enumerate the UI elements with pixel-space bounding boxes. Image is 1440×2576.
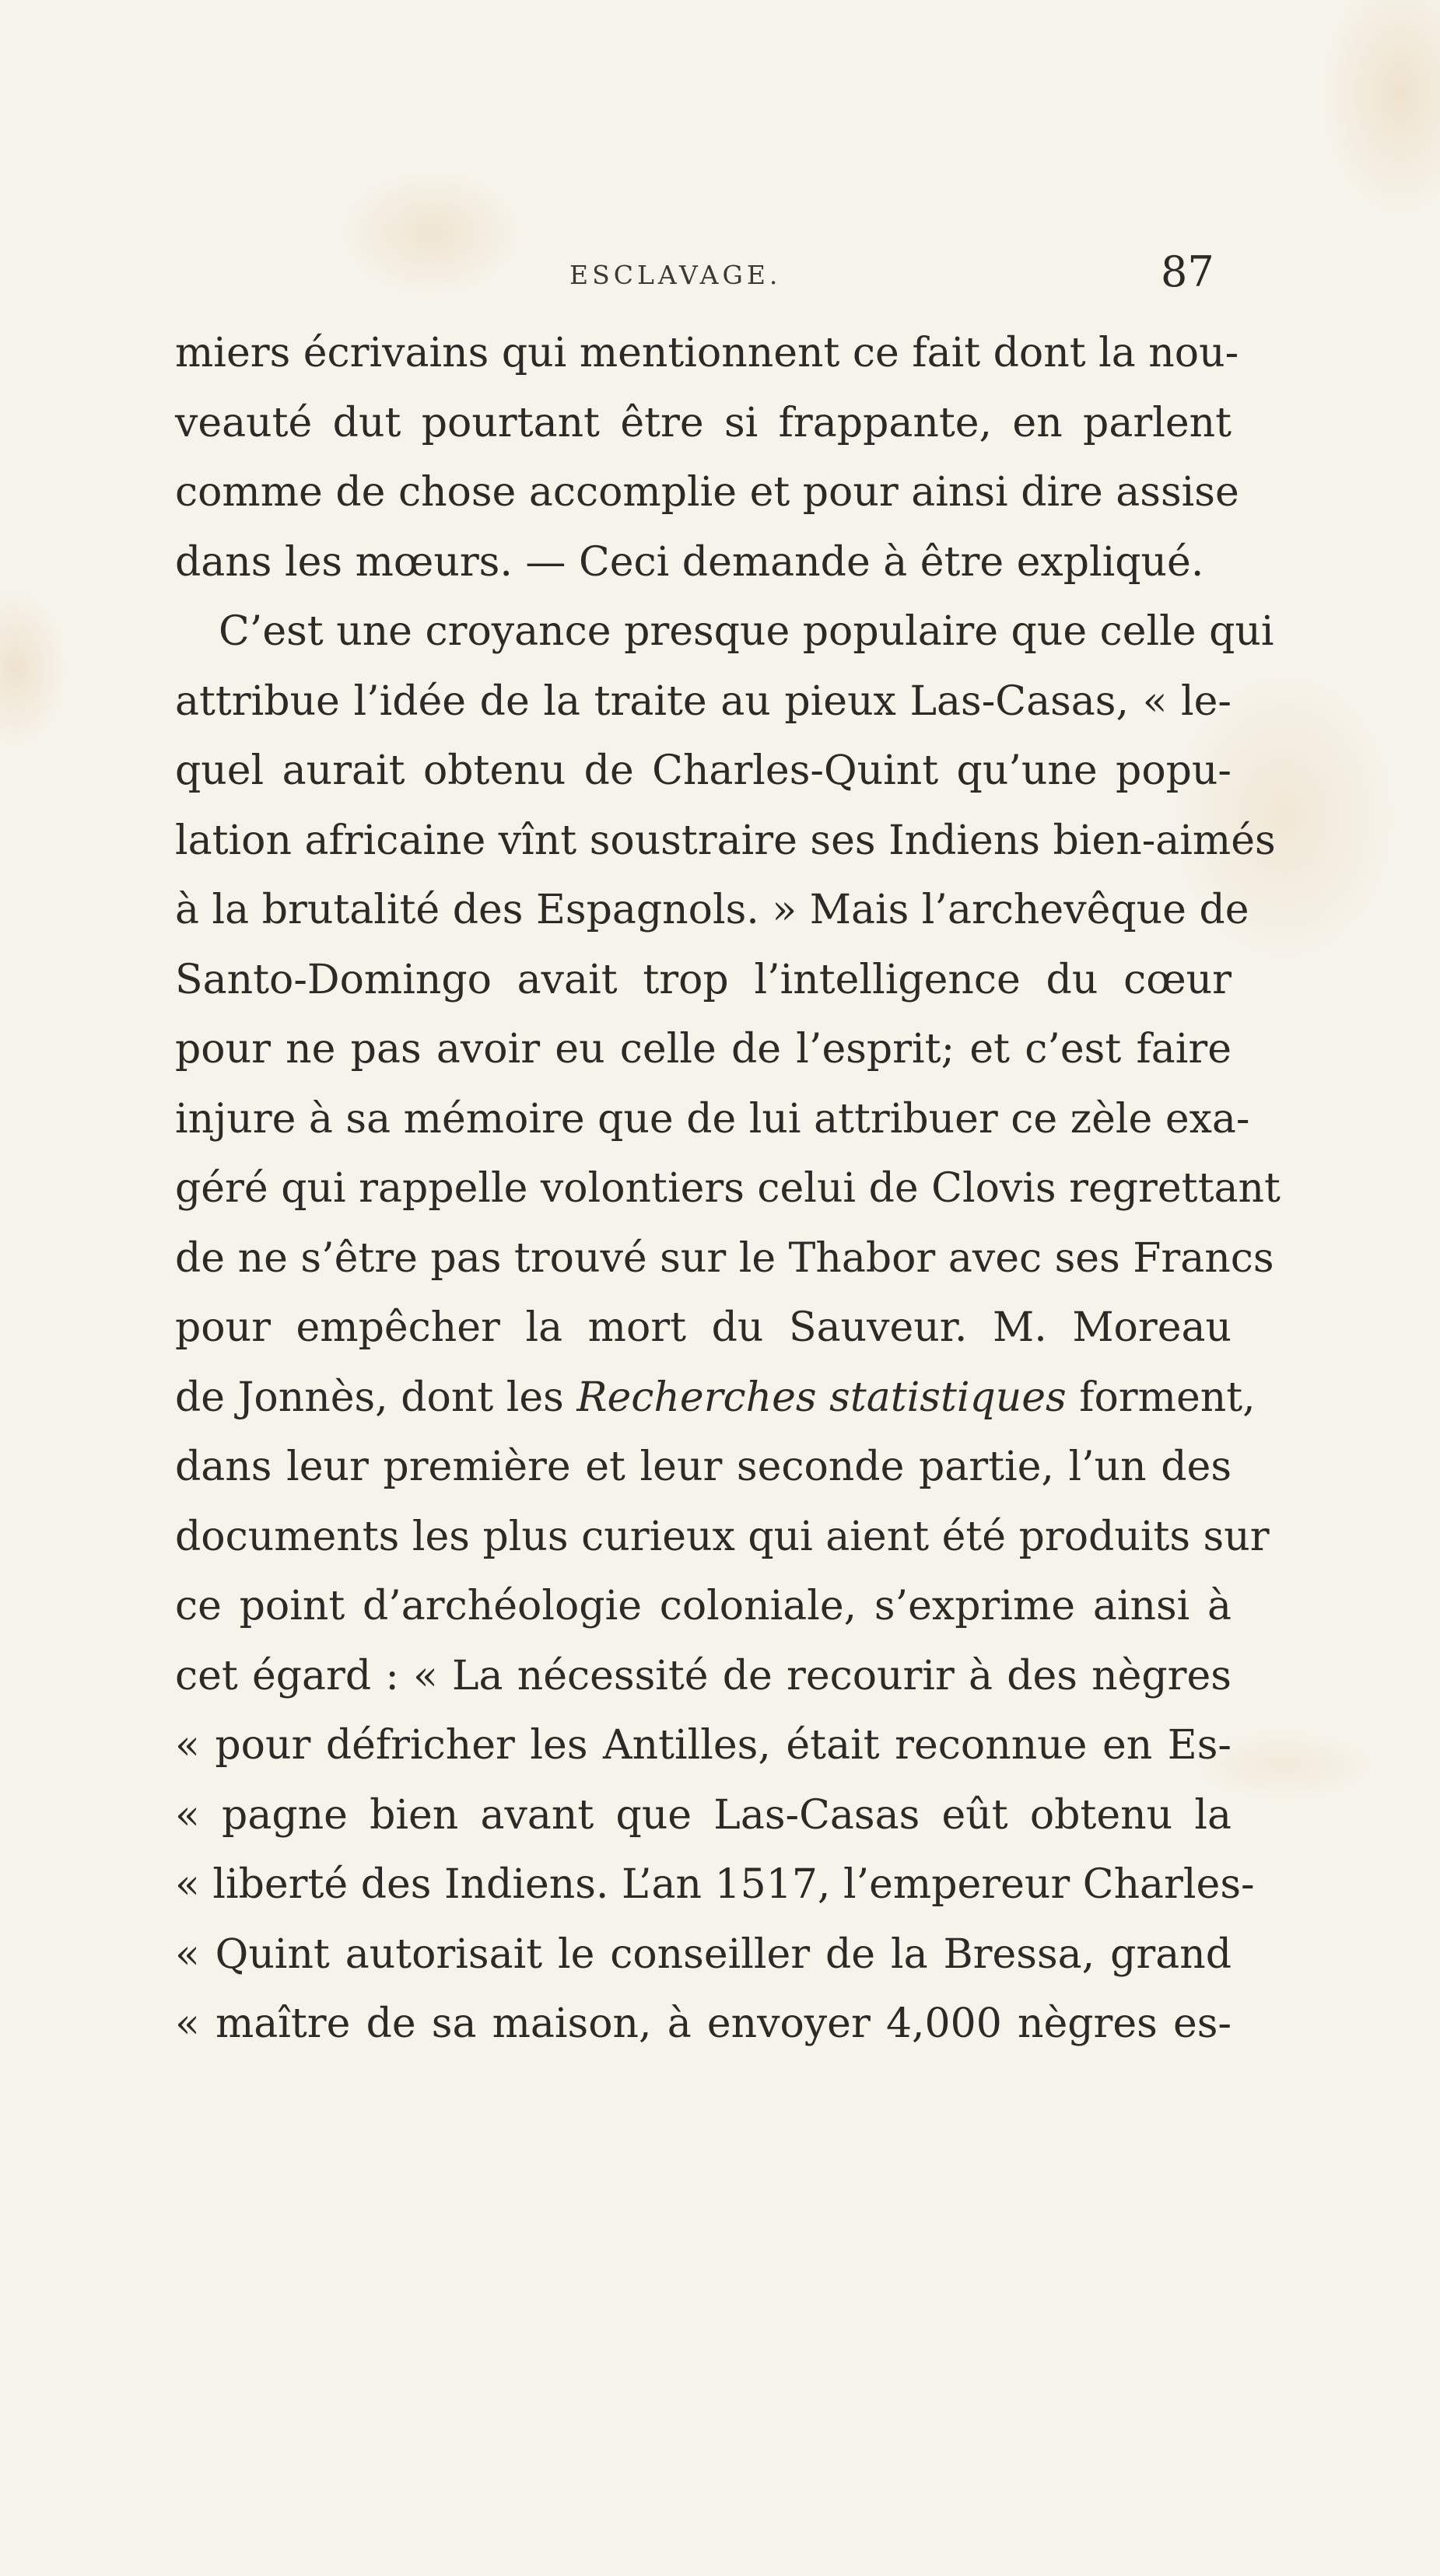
line-text-after: forment, [1066, 1374, 1256, 1421]
quote-line: « pagne bien avant que Las-Casas eût obtenu la [175, 1791, 1232, 1839]
quote-line: « pour défricher les Antilles, était reconnue en Es- [175, 1722, 1232, 1769]
text-line: miers écrivains qui mentionnent ce fait dont la nou- [175, 330, 1239, 376]
paragraph-end-line: dans les mœurs. — Ceci demande à être expliqué. [175, 538, 1204, 586]
text-line: pour ne pas avoir eu celle de l’esprit; et c’est faire [175, 1026, 1232, 1073]
text-line: attribue l’idée de la traite au pieux Las-Casas, « le- [175, 677, 1232, 725]
text-line: à la brutalité des Espagnols. » Mais l’archevêque de [175, 887, 1249, 933]
text-line: dans leur première et leur seconde partie, l’un des [175, 1444, 1232, 1490]
text-line: de ne s’être pas trouvé sur le Thabor avec ses Francs [175, 1234, 1274, 1282]
text-line: lation africaine vînt soustraire ses Indiens bien-aimés [175, 817, 1276, 864]
quote-line: « Quint autorisait le conseiller de la Bressa, grand [175, 1930, 1232, 1978]
text-line: comme de chose accomplie et pour ainsi dire assise [175, 469, 1239, 516]
text-line: pour empêcher la mort du Sauveur. M. Moreau [175, 1304, 1232, 1351]
text-line: ce point d’archéologie coloniale, s’exprime ainsi à [175, 1583, 1232, 1629]
text-line: documents les plus curieux qui aient été produits sur [175, 1513, 1270, 1560]
text-line: cet égard : « La nécessité de recourir à des nègres [175, 1652, 1232, 1699]
text-line: Santo-Domingo avait trop l’intelligence du cœur [175, 956, 1232, 1003]
text-line: injure à sa mémoire que de lui attribuer ce zèle exa- [175, 1095, 1250, 1143]
page-number: 87 [1161, 247, 1214, 296]
body-text [175, 319, 1281, 2060]
running-head [0, 247, 1440, 310]
running-title: ESCLAVAGE. [569, 260, 782, 290]
text-line: quel aurait obtenu de Charles-Quint qu’une popu- [175, 747, 1232, 794]
quote-line: « liberté des Indiens. L’an 1517, l’empereur Charles- [175, 1861, 1255, 1908]
book-title-italic: Recherches statistiques [576, 1374, 1067, 1421]
text-line-with-title [175, 1363, 1256, 1433]
quote-line: « maître de sa maison, à envoyer 4,000 nègres es- [175, 2000, 1232, 2047]
paragraph-start-line: C’est une croyance presque populaire que celle qui [219, 608, 1274, 655]
text-line: veauté dut pourtant être si frappante, en parlent [175, 399, 1232, 446]
text-line: géré qui rappelle volontiers celui de Clovis regrettant [175, 1165, 1281, 1212]
line-text-before: de Jonnès, dont les [175, 1374, 577, 1421]
